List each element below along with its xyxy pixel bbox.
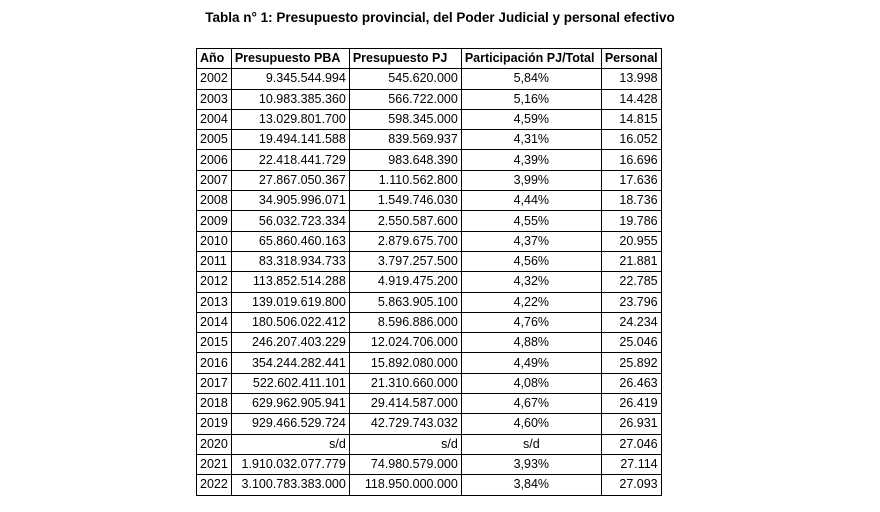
cell-presupuesto-pj: 4.919.475.200 [349, 272, 461, 292]
cell-presupuesto-pj: 1.549.746.030 [349, 191, 461, 211]
cell-presupuesto-pj: 42.729.743.032 [349, 414, 461, 434]
cell-participacion: 5,84% [461, 69, 601, 89]
cell-personal: 27.114 [601, 454, 661, 474]
cell-personal: 17.636 [601, 170, 661, 190]
cell-presupuesto-pj: 21.310.660.000 [349, 373, 461, 393]
cell-participacion: 4,67% [461, 394, 601, 414]
cell-presupuesto-pba: 27.867.050.367 [231, 170, 349, 190]
table-row [197, 272, 662, 292]
table-row [197, 211, 662, 231]
cell-personal: 20.955 [601, 231, 661, 251]
table-row [197, 373, 662, 393]
table-row [197, 475, 662, 495]
cell-year: 2021 [197, 454, 232, 474]
table-row [197, 130, 662, 150]
cell-personal: 25.892 [601, 353, 661, 373]
cell-year: 2007 [197, 170, 232, 190]
cell-participacion: 4,76% [461, 312, 601, 332]
cell-personal: 23.796 [601, 292, 661, 312]
table-row [197, 109, 662, 129]
cell-year: 2002 [197, 69, 232, 89]
table-row [197, 414, 662, 434]
cell-year: 2017 [197, 373, 232, 393]
cell-presupuesto-pba: 139.019.619.800 [231, 292, 349, 312]
cell-presupuesto-pj: 5.863.905.100 [349, 292, 461, 312]
cell-personal: 25.046 [601, 333, 661, 353]
cell-personal: 24.234 [601, 312, 661, 332]
budget-table [196, 48, 662, 496]
cell-presupuesto-pj: 566.722.000 [349, 89, 461, 109]
cell-year: 2014 [197, 312, 232, 332]
cell-year: 2022 [197, 475, 232, 495]
table-title: Tabla n° 1: Presupuesto provincial, del Poder Judicial y personal efectivo [205, 10, 675, 25]
cell-year: 2019 [197, 414, 232, 434]
cell-personal: 14.428 [601, 89, 661, 109]
table-row [197, 353, 662, 373]
cell-participacion: 4,60% [461, 414, 601, 434]
table-row [197, 434, 662, 454]
cell-presupuesto-pj: 598.345.000 [349, 109, 461, 129]
header-year: Año [197, 49, 232, 69]
cell-participacion: 5,16% [461, 89, 601, 109]
cell-participacion: 4,08% [461, 373, 601, 393]
cell-participacion: 4,37% [461, 231, 601, 251]
cell-participacion: 3,93% [461, 454, 601, 474]
cell-personal: 14.815 [601, 109, 661, 129]
cell-presupuesto-pj: 29.414.587.000 [349, 394, 461, 414]
cell-presupuesto-pba: 83.318.934.733 [231, 251, 349, 271]
cell-presupuesto-pba: 22.418.441.729 [231, 150, 349, 170]
cell-presupuesto-pba: 34.905.996.071 [231, 191, 349, 211]
cell-personal: 18.736 [601, 191, 661, 211]
cell-participacion: 4,32% [461, 272, 601, 292]
table-row [197, 454, 662, 474]
cell-year: 2010 [197, 231, 232, 251]
cell-presupuesto-pba: 19.494.141.588 [231, 130, 349, 150]
cell-presupuesto-pj: 1.110.562.800 [349, 170, 461, 190]
table-row [197, 333, 662, 353]
cell-presupuesto-pba: 56.032.723.334 [231, 211, 349, 231]
cell-year: 2008 [197, 191, 232, 211]
cell-year: 2005 [197, 130, 232, 150]
cell-year: 2020 [197, 434, 232, 454]
cell-presupuesto-pj: 74.980.579.000 [349, 454, 461, 474]
cell-presupuesto-pj: 3.797.257.500 [349, 251, 461, 271]
cell-presupuesto-pba: 1.910.032.077.779 [231, 454, 349, 474]
cell-personal: 22.785 [601, 272, 661, 292]
cell-year: 2012 [197, 272, 232, 292]
cell-participacion: 4,56% [461, 251, 601, 271]
cell-presupuesto-pba: 10.983.385.360 [231, 89, 349, 109]
cell-presupuesto-pj: 118.950.000.000 [349, 475, 461, 495]
table-row [197, 231, 662, 251]
cell-year: 2003 [197, 89, 232, 109]
header-presupuesto-pj: Presupuesto PJ [349, 49, 461, 69]
cell-presupuesto-pba: s/d [231, 434, 349, 454]
cell-presupuesto-pba: 629.962.905.941 [231, 394, 349, 414]
table-body [197, 69, 662, 495]
cell-year: 2009 [197, 211, 232, 231]
cell-presupuesto-pj: 839.569.937 [349, 130, 461, 150]
cell-personal: 27.093 [601, 475, 661, 495]
cell-participacion: 4,59% [461, 109, 601, 129]
cell-presupuesto-pj: 2.550.587.600 [349, 211, 461, 231]
cell-presupuesto-pba: 113.852.514.288 [231, 272, 349, 292]
cell-personal: 13.998 [601, 69, 661, 89]
table-row [197, 251, 662, 271]
cell-participacion: 3,84% [461, 475, 601, 495]
table-row [197, 150, 662, 170]
cell-year: 2018 [197, 394, 232, 414]
cell-presupuesto-pba: 3.100.783.383.000 [231, 475, 349, 495]
cell-year: 2015 [197, 333, 232, 353]
table-row [197, 394, 662, 414]
cell-personal: 26.419 [601, 394, 661, 414]
cell-participacion: 4,22% [461, 292, 601, 312]
cell-presupuesto-pj: 2.879.675.700 [349, 231, 461, 251]
cell-presupuesto-pj: 983.648.390 [349, 150, 461, 170]
cell-personal: 26.463 [601, 373, 661, 393]
cell-year: 2013 [197, 292, 232, 312]
cell-year: 2016 [197, 353, 232, 373]
cell-participacion: 4,31% [461, 130, 601, 150]
table-header-row [197, 49, 662, 69]
cell-presupuesto-pba: 522.602.411.101 [231, 373, 349, 393]
cell-personal: 16.696 [601, 150, 661, 170]
cell-presupuesto-pba: 354.244.282.441 [231, 353, 349, 373]
cell-participacion: 4,55% [461, 211, 601, 231]
cell-participacion: s/d [461, 434, 601, 454]
cell-personal: 19.786 [601, 211, 661, 231]
header-participacion: Participación PJ/Total [461, 49, 601, 69]
cell-participacion: 3,99% [461, 170, 601, 190]
cell-presupuesto-pba: 9.345.544.994 [231, 69, 349, 89]
table-row [197, 312, 662, 332]
cell-presupuesto-pba: 13.029.801.700 [231, 109, 349, 129]
header-presupuesto-pba: Presupuesto PBA [231, 49, 349, 69]
cell-presupuesto-pba: 246.207.403.229 [231, 333, 349, 353]
cell-presupuesto-pba: 65.860.460.163 [231, 231, 349, 251]
cell-participacion: 4,88% [461, 333, 601, 353]
table-row [197, 191, 662, 211]
cell-presupuesto-pj: 12.024.706.000 [349, 333, 461, 353]
cell-year: 2006 [197, 150, 232, 170]
cell-presupuesto-pj: 545.620.000 [349, 69, 461, 89]
cell-personal: 27.046 [601, 434, 661, 454]
cell-participacion: 4,39% [461, 150, 601, 170]
table-row [197, 292, 662, 312]
cell-personal: 26.931 [601, 414, 661, 434]
cell-presupuesto-pj: 15.892.080.000 [349, 353, 461, 373]
cell-personal: 21.881 [601, 251, 661, 271]
cell-participacion: 4,44% [461, 191, 601, 211]
cell-presupuesto-pj: s/d [349, 434, 461, 454]
cell-personal: 16.052 [601, 130, 661, 150]
table-row [197, 170, 662, 190]
header-personal: Personal [601, 49, 661, 69]
cell-presupuesto-pba: 180.506.022.412 [231, 312, 349, 332]
cell-year: 2011 [197, 251, 232, 271]
cell-participacion: 4,49% [461, 353, 601, 373]
table-row [197, 69, 662, 89]
cell-presupuesto-pba: 929.466.529.724 [231, 414, 349, 434]
cell-year: 2004 [197, 109, 232, 129]
cell-presupuesto-pj: 8.596.886.000 [349, 312, 461, 332]
table-row [197, 89, 662, 109]
